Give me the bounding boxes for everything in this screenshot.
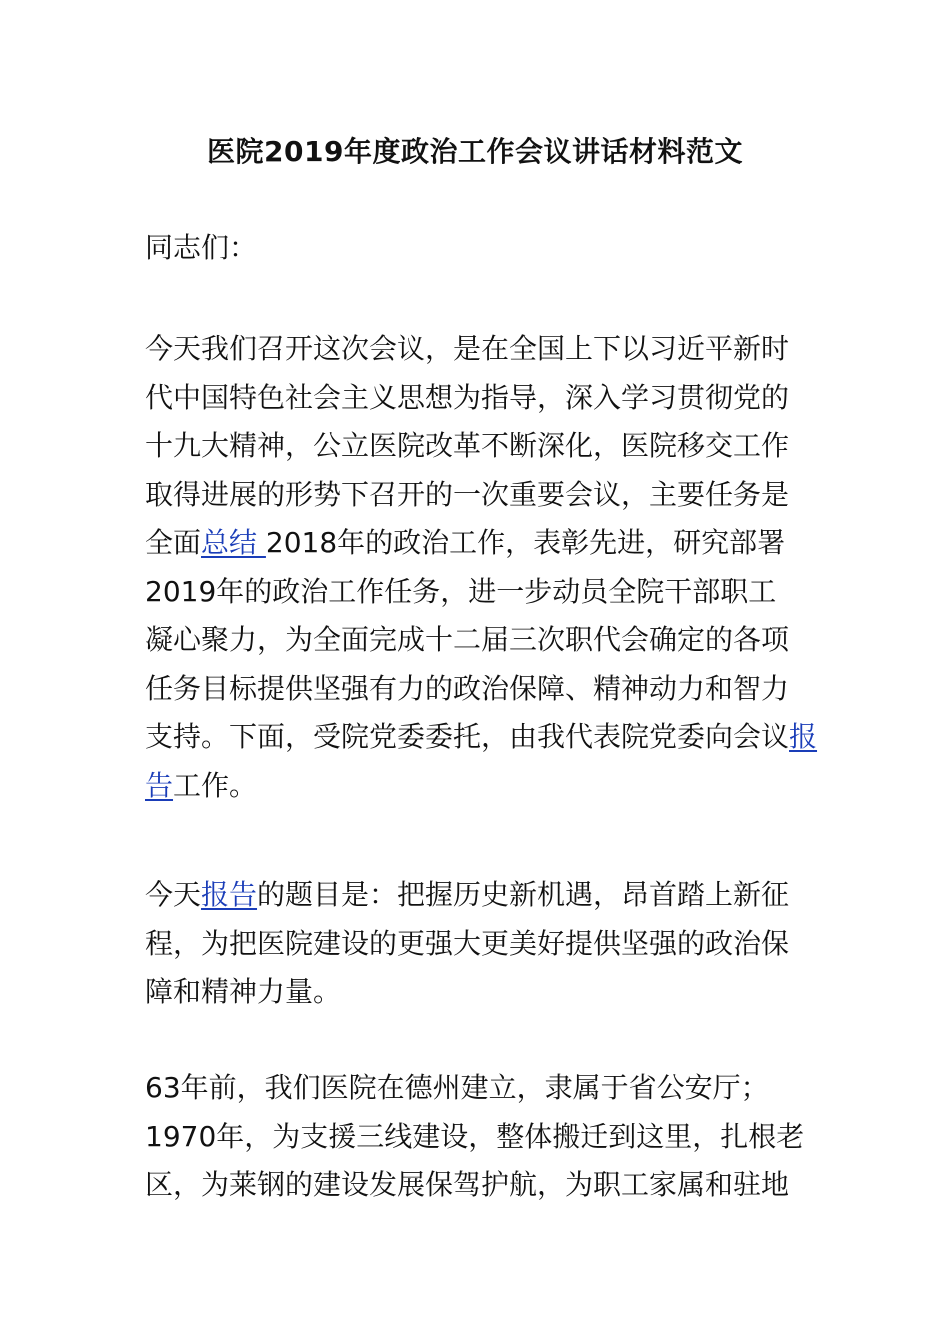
text-segment: 工作。	[173, 768, 258, 802]
text-line: 凝心聚力，为全面完成十二届三次职代会确定的各项	[145, 623, 790, 656]
link-report-part2[interactable]: 告	[145, 768, 174, 802]
text-line	[145, 871, 815, 920]
paragraph-history	[145, 1064, 815, 1210]
paragraph-topic	[145, 871, 815, 1017]
text-line: 区，为莱钢的建设发展保驾护航，为职工家属和驻地	[145, 1168, 790, 1201]
text-line: 1970年，为支援三线建设，整体搬迁到这里，扎根老	[145, 1119, 805, 1153]
text-segment: 的题目是：把握历史新机遇，昂首踏上新征	[257, 878, 790, 911]
link-report-part1[interactable]: 报	[789, 720, 818, 753]
text-line: 任务目标提供坚强有力的政治保障、精神动力和智力	[145, 671, 790, 705]
link-report[interactable]: 报告	[201, 878, 258, 911]
text-line: 63年前，我们医院在德州建立，隶属于省公安厅；	[145, 1071, 769, 1104]
text-line: 2019年的政治工作任务，进一步动员全院干部职工	[145, 574, 777, 608]
text-line: 程，为把医院建设的更强大更美好提供坚强的政治保	[145, 926, 790, 960]
text-line: 十九大精神，公立医院改革不断深化，医院移交工作	[145, 429, 790, 462]
text-line: 今天我们召开这次会议，是在全国上下以习近平新时	[145, 332, 790, 365]
text-segment: 2018年的政治工作，表彰先进，研究部署	[265, 526, 786, 559]
link-summary[interactable]: 总结	[201, 526, 266, 559]
salutation: 同志们：	[145, 231, 258, 264]
text-line: 取得进展的形势下召开的一次重要会议，主要任务是	[145, 477, 790, 511]
text-line: 障和精神力量。	[145, 975, 342, 1008]
text-line	[145, 713, 818, 762]
text-segment: 支持。下面，受院党委委托，由我代表院党委向会议	[145, 720, 790, 753]
text-line	[145, 519, 815, 568]
text-line: 代中国特色社会主义思想为指导，深入学习贯彻党的	[145, 380, 790, 414]
document-title: 医院2019年度政治工作会议讲话材料范文	[207, 135, 743, 168]
text-segment: 今天	[145, 878, 202, 911]
text-segment: 全面	[145, 526, 202, 559]
paragraph-intro	[145, 325, 818, 810]
text-line	[145, 762, 815, 811]
